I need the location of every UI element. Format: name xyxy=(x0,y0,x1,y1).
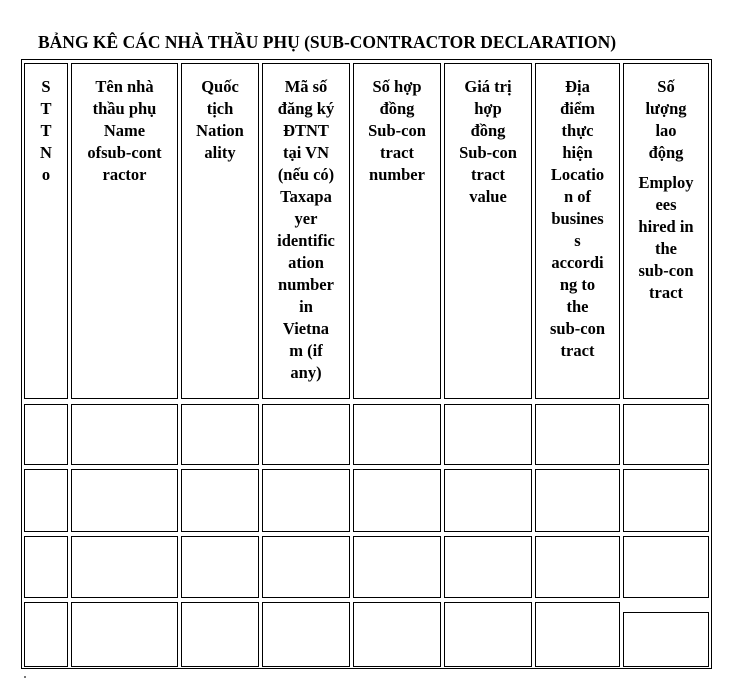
header-text-line: tract xyxy=(380,143,414,162)
header-text-line: lượng xyxy=(645,99,687,118)
table-cell-employees xyxy=(623,612,709,667)
header-text-line: the xyxy=(655,239,677,258)
header-text-line: m (if xyxy=(289,341,323,360)
header-cell-employees xyxy=(623,63,709,399)
header-text-line: Nation xyxy=(196,121,244,140)
stray-mark xyxy=(24,676,26,678)
table-cell-contract-value xyxy=(444,404,532,465)
header-text-line: Sub-con xyxy=(368,121,426,140)
header-text-line: thầu phụ xyxy=(92,99,157,118)
header-text-line: ng to xyxy=(559,275,596,294)
header-text-line: in xyxy=(299,297,313,316)
header-text-line: S xyxy=(41,77,51,96)
header-text-line: o xyxy=(41,165,51,184)
table-cell-name xyxy=(71,404,178,465)
table-cell-contract-number xyxy=(353,469,441,532)
header-text-line: accordi xyxy=(551,253,604,272)
table-cell-name xyxy=(71,536,178,598)
header-text-line: number xyxy=(278,275,334,294)
header-text-line: s xyxy=(574,231,581,250)
table-cell-tax-id xyxy=(262,404,350,465)
table-cell-location xyxy=(535,469,620,532)
table-cell-contract-value xyxy=(444,469,532,532)
header-text-line: ofsub-cont xyxy=(87,143,162,162)
header-text-line: Địa xyxy=(565,77,590,96)
table-cell-contract-number xyxy=(353,404,441,465)
header-text-line: (nếu có) xyxy=(277,165,335,184)
table-cell-nationality xyxy=(181,602,259,667)
table-cell-stt xyxy=(24,602,68,667)
header-text-line: đồng xyxy=(470,121,506,140)
header-text-line: đăng ký xyxy=(277,99,335,118)
table-cell-name xyxy=(71,469,178,532)
page-title: BẢNG KÊ CÁC NHÀ THẦU PHỤ (SUB-CONTRACTOR DECLARATION) xyxy=(38,32,617,52)
header-cell-nationality xyxy=(181,63,259,399)
header-text-line: Số xyxy=(657,77,675,96)
header-text-line: T xyxy=(40,99,52,118)
header-text-line: tịch xyxy=(206,99,234,118)
header-text-line: yer xyxy=(294,209,318,228)
header-cell-name xyxy=(71,63,178,399)
header-text-line: Quốc xyxy=(201,77,239,96)
header-text-line: T xyxy=(40,121,52,140)
header-cell-stt xyxy=(24,63,68,399)
table-cell-contract-number xyxy=(353,602,441,667)
header-text-line: lao xyxy=(655,121,677,140)
header-text-line: N xyxy=(40,143,52,162)
header-text-line: thực xyxy=(561,121,594,140)
header-text-line: busines xyxy=(551,209,604,228)
subcontractor-table xyxy=(21,59,712,669)
table-cell-nationality xyxy=(181,404,259,465)
header-text-line: hợp xyxy=(474,99,502,118)
table-cell-tax-id xyxy=(262,536,350,598)
table-cell-employees xyxy=(623,404,709,465)
header-text-line: hired in xyxy=(638,217,694,236)
table-cell-nationality xyxy=(181,469,259,532)
header-cell-location xyxy=(535,63,620,399)
header-text-line: tract xyxy=(560,341,595,360)
table-cell-stt xyxy=(24,536,68,598)
header-text-line: number xyxy=(369,165,425,184)
table-cell-stt xyxy=(24,404,68,465)
table-cell-employees xyxy=(623,536,709,598)
header-cell-contract-number xyxy=(353,63,441,399)
header-text-line: any) xyxy=(290,363,322,382)
header-text-line: ation xyxy=(288,253,324,272)
header-text-line: đồng xyxy=(379,99,415,118)
header-text-line: điểm xyxy=(560,99,595,118)
table-cell-location xyxy=(535,404,620,465)
header-text-line: Vietna xyxy=(282,319,330,338)
header-text-line: tại VN xyxy=(283,143,329,162)
table-cell-tax-id xyxy=(262,602,350,667)
header-text-line: sub-con xyxy=(638,261,694,280)
header-text-line: value xyxy=(469,187,507,206)
header-text-line: Tên nhà xyxy=(95,77,154,96)
table-cell-location xyxy=(535,536,620,598)
header-cell-contract-value xyxy=(444,63,532,399)
header-text-line: hiện xyxy=(562,143,593,162)
header-text-line: ality xyxy=(204,143,236,162)
header-text-line: Locatio xyxy=(550,165,605,184)
header-text-line: Employ xyxy=(638,173,694,192)
table-cell-location xyxy=(535,602,620,667)
header-text-line: ractor xyxy=(102,165,147,184)
header-text-line: identific xyxy=(277,231,335,250)
table-cell-contract-value xyxy=(444,602,532,667)
header-text-line: Taxapa xyxy=(280,187,332,206)
table-cell-contract-value xyxy=(444,536,532,598)
header-text-line: ees xyxy=(655,195,677,214)
header-text-line: ĐTNT xyxy=(283,121,329,140)
header-text-line: the xyxy=(566,297,589,316)
header-text-line: tract xyxy=(471,165,505,184)
header-cell-tax-id xyxy=(262,63,350,399)
header-text-line: Sub-con xyxy=(459,143,517,162)
table-cell-employees xyxy=(623,469,709,532)
header-text-line: động xyxy=(648,143,684,162)
header-text-line: Name xyxy=(103,121,146,140)
table-cell-nationality xyxy=(181,536,259,598)
header-text-line: n of xyxy=(563,187,592,206)
header-text-line: Mã số xyxy=(284,77,328,96)
table-cell-name xyxy=(71,602,178,667)
header-text-line: tract xyxy=(649,283,683,302)
header-spacer xyxy=(624,164,708,172)
table-cell-stt xyxy=(24,469,68,532)
header-text-line: sub-con xyxy=(549,319,606,338)
table-cell-tax-id xyxy=(262,469,350,532)
header-text-line: Giá trị xyxy=(464,77,512,96)
table-cell-contract-number xyxy=(353,536,441,598)
header-text-line: Số hợp xyxy=(372,77,422,96)
